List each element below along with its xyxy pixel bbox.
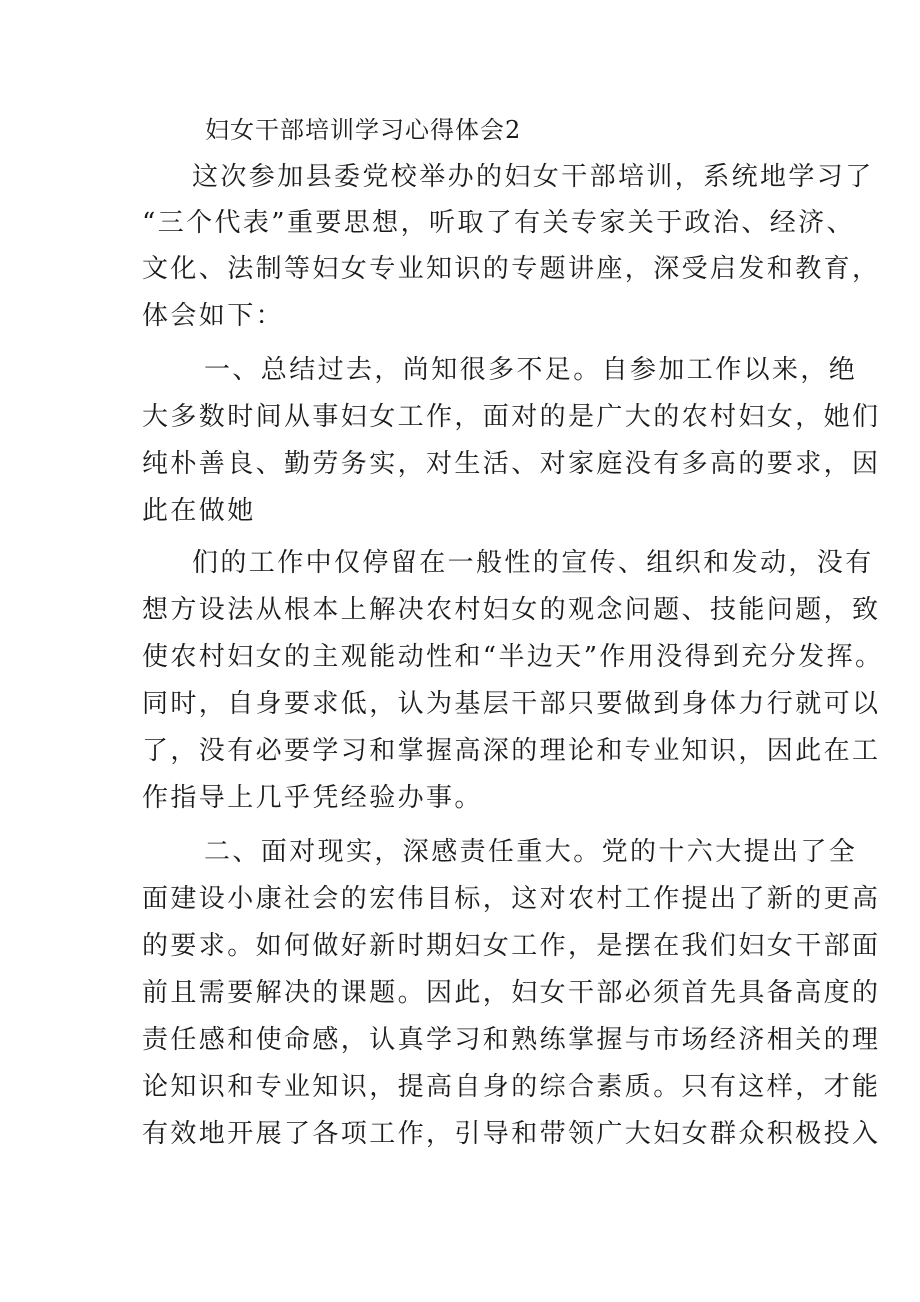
- text-line: 纯朴善良、勤劳务实，对生活、对家庭没有多高的要求，因: [142, 449, 881, 479]
- text-line: 了，没有必要学习和掌握高深的理论和专业知识，因此在工: [142, 736, 881, 766]
- text-line: 作指导上几乎凭经验办事。: [142, 783, 483, 813]
- text-line: 文化、法制等妇女专业知识的专题讲座，深受启发和教育，: [142, 254, 881, 284]
- text-line: 论知识和专业知识，提高自身的综合素质。只有这样，才能: [142, 1072, 881, 1102]
- text-line: 有效地开展了各项工作，引导和带领广大妇女群众积极投入: [142, 1119, 881, 1149]
- text-line: 的要求。如何做好新时期妇女工作，是摆在我们妇女干部面: [142, 931, 881, 961]
- text-line: 体会如下：: [142, 301, 285, 331]
- text-line: 想方设法从根本上解决农村妇女的观念问题、技能问题，致: [142, 595, 881, 625]
- text-line: 面建设小康社会的宏伟目标，这对农村工作提出了新的更高: [142, 884, 881, 914]
- text-line: “三个代表”重要思想，听取了有关专家关于政治、经济、: [142, 208, 855, 238]
- text-line: 一、总结过去，尚知很多不足。自参加工作以来，绝: [204, 355, 858, 385]
- text-line: 责任感和使命感，认真学习和熟练掌握与市场经济相关的理: [142, 1025, 881, 1055]
- text-line: 此在做她: [142, 496, 256, 526]
- text-line: 大多数时间从事妇女工作，面对的是广大的农村妇女，她们: [142, 402, 881, 432]
- text-line: 这次参加县委党校举办的妇女干部培训，系统地学习了: [192, 162, 874, 192]
- text-line: 使农村妇女的主观能动性和“半边天”作用没得到充分发挥。: [142, 642, 884, 672]
- text-line: 二、面对现实，深感责任重大。党的十六大提出了全: [204, 837, 858, 867]
- text-line: 们的工作中仅停留在一般性的宣传、组织和发动，没有: [192, 548, 874, 578]
- document-title: 妇女干部培训学习心得体会2: [205, 116, 522, 144]
- text-line: 同时，自身要求低，认为基层干部只要做到身体力行就可以: [142, 689, 881, 719]
- text-line: 前且需要解决的课题。因此，妇女干部必须首先具备高度的: [142, 978, 881, 1008]
